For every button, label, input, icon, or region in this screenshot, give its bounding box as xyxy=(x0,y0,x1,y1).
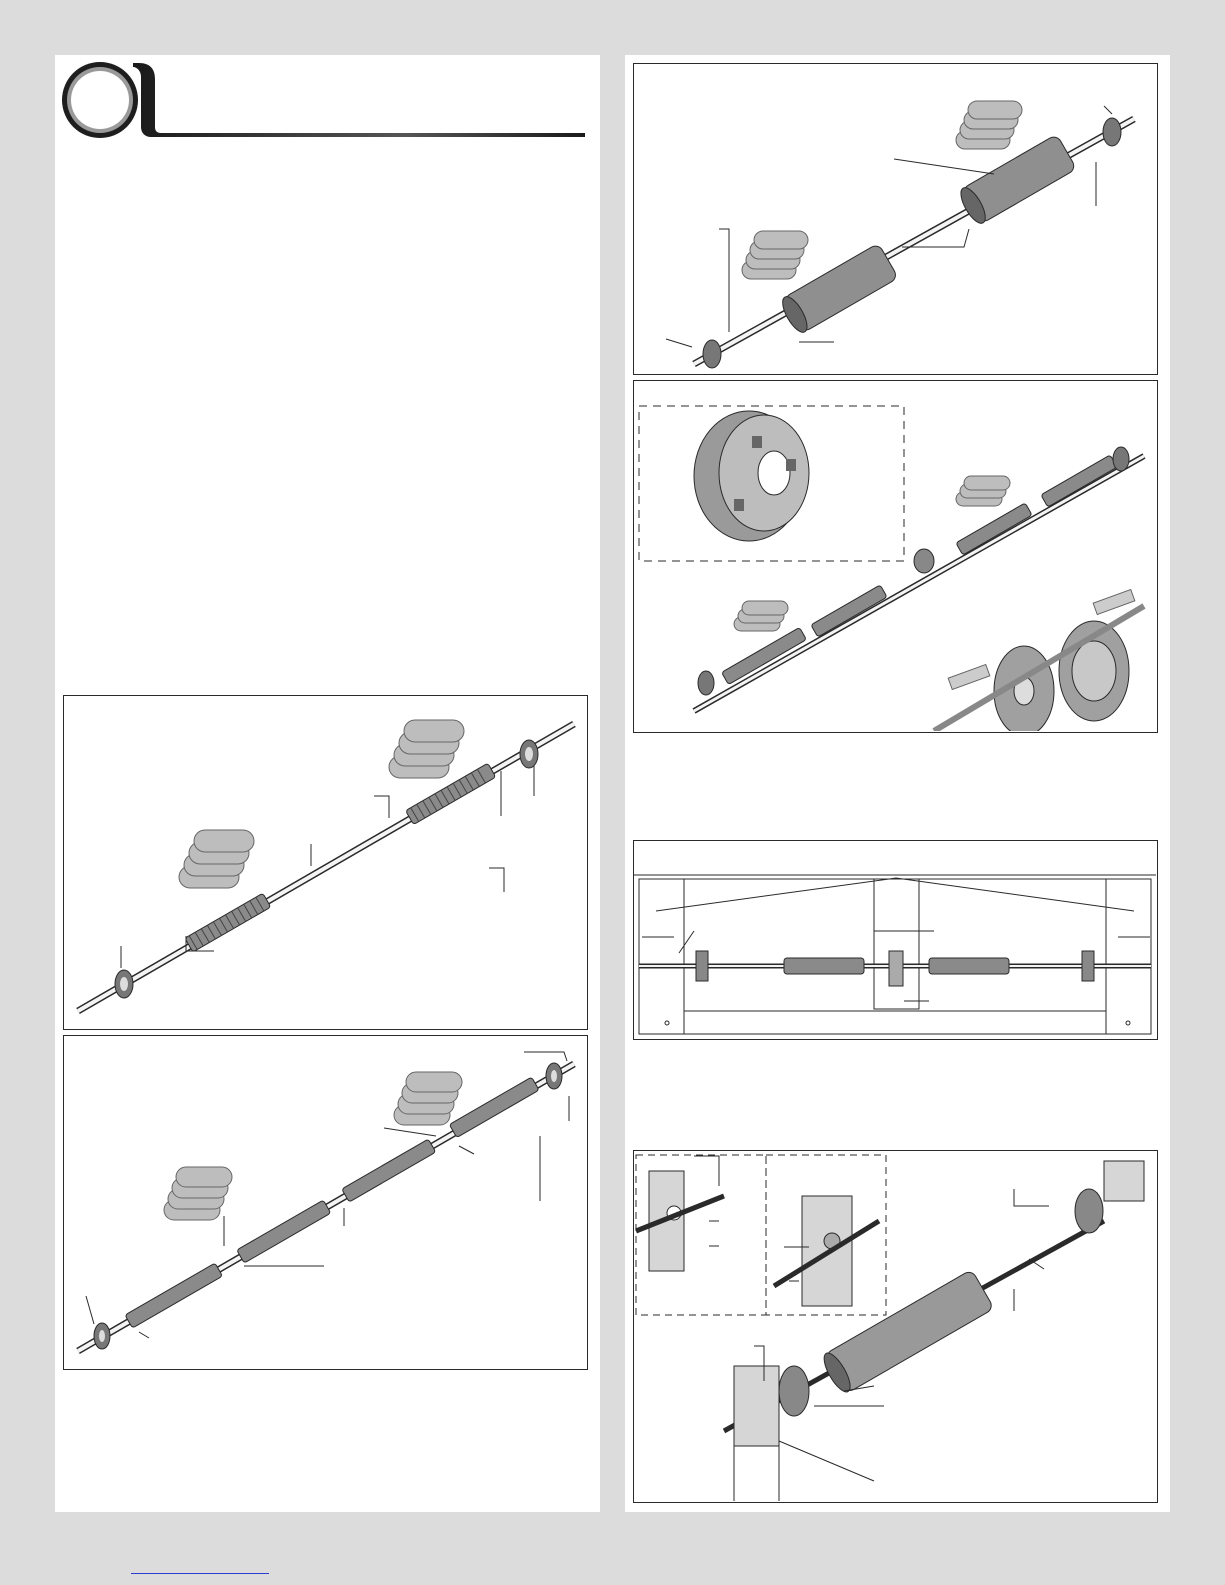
figure-front-elevation xyxy=(633,840,1158,1040)
cable-drum xyxy=(696,951,708,981)
center-bearing-bracket xyxy=(889,951,903,986)
torsion-spring xyxy=(185,893,271,952)
figure-bracket-installation xyxy=(633,1150,1158,1503)
spring-icon xyxy=(389,720,464,778)
spring-icon xyxy=(164,1167,232,1220)
cable-drum xyxy=(94,1323,110,1349)
cable-drum xyxy=(1082,951,1094,981)
spring-icon xyxy=(734,601,788,631)
cable-drum xyxy=(520,740,538,768)
right-column xyxy=(625,55,1170,1512)
torsion-spring xyxy=(929,958,1009,974)
spring-icon xyxy=(956,476,1010,506)
spring-icon xyxy=(394,1072,462,1125)
cable-drum xyxy=(698,671,714,695)
torsion-spring xyxy=(784,958,864,974)
winding-cone xyxy=(694,411,809,541)
figure-double-spring xyxy=(63,1035,588,1370)
cable-drum xyxy=(914,549,934,573)
step-header xyxy=(55,55,600,145)
cable-drum xyxy=(546,1063,562,1089)
torsion-spring xyxy=(237,1200,331,1263)
spring-icon xyxy=(742,231,808,279)
cable-drum xyxy=(115,970,133,998)
end-bearing-plate xyxy=(994,621,1129,731)
spring-icon xyxy=(179,830,254,888)
cable-drum xyxy=(1103,118,1121,146)
cable-drum xyxy=(1113,447,1129,471)
torsion-spring xyxy=(449,1077,539,1137)
torsion-spring xyxy=(125,1263,223,1328)
torsion-spring xyxy=(342,1139,436,1202)
figure-single-spring xyxy=(63,695,588,1030)
spring-icon xyxy=(956,101,1022,149)
left-column xyxy=(55,55,600,1512)
footer-link[interactable] xyxy=(131,1573,269,1574)
figure-large-springs xyxy=(633,63,1158,375)
figure-winding-cone-detail xyxy=(633,380,1158,733)
cable-drum xyxy=(703,340,721,368)
